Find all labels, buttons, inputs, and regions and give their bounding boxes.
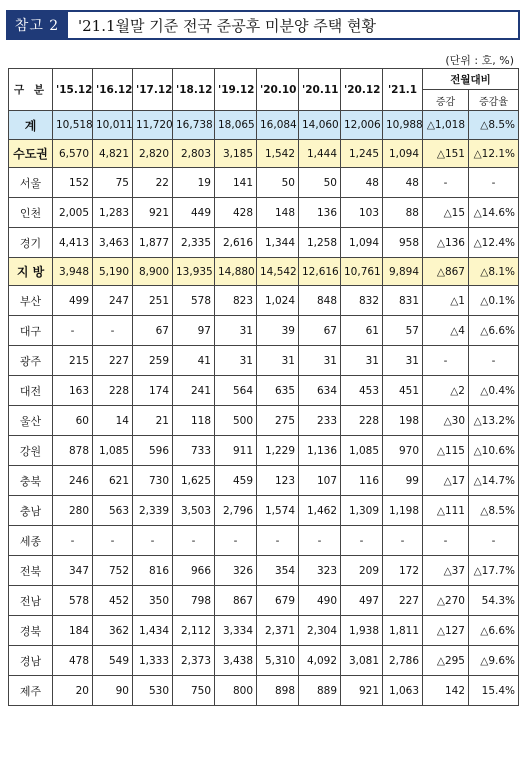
- table-cell: 16,738: [173, 111, 215, 140]
- table-cell: 3,438: [215, 646, 257, 676]
- table-cell: 50: [257, 168, 299, 198]
- row-label: 부산: [9, 286, 53, 316]
- table-cell: 8,900: [133, 258, 173, 286]
- table-cell: 3,503: [173, 496, 215, 526]
- table-cell: 1,542: [257, 140, 299, 168]
- table-cell: 452: [93, 586, 133, 616]
- table-cell: 10,518: [53, 111, 93, 140]
- year-header: '19.12: [215, 69, 257, 111]
- row-label: 충북: [9, 466, 53, 496]
- table-cell: △115: [423, 436, 469, 466]
- table-cell: 578: [53, 586, 93, 616]
- unit-note: (단위 : 호, %): [445, 54, 514, 67]
- row-label: 수도권: [9, 140, 53, 168]
- table-cell: 1,063: [383, 676, 423, 706]
- table-cell: 816: [133, 556, 173, 586]
- table-cell: 60: [53, 406, 93, 436]
- row-label: 광주: [9, 346, 53, 376]
- table-row: [9, 436, 519, 466]
- table-cell: △151: [423, 140, 469, 168]
- table-cell: 921: [133, 198, 173, 228]
- table-cell: △6.6%: [469, 616, 519, 646]
- table-cell: 198: [383, 406, 423, 436]
- table-cell: -: [53, 526, 93, 556]
- table-cell: -: [341, 526, 383, 556]
- table-row: [9, 496, 519, 526]
- table-row: [9, 676, 519, 706]
- table-cell: 41: [173, 346, 215, 376]
- table-row: [9, 586, 519, 616]
- table-cell: 31: [383, 346, 423, 376]
- table-cell: 48: [383, 168, 423, 198]
- table-cell: 2,339: [133, 496, 173, 526]
- table-cell: 4,413: [53, 228, 93, 258]
- table-cell: 209: [341, 556, 383, 586]
- table-cell: 323: [299, 556, 341, 586]
- table-cell: 4,092: [299, 646, 341, 676]
- table-cell: 184: [53, 616, 93, 646]
- table-cell: 88: [383, 198, 423, 228]
- table-cell: 13,935: [173, 258, 215, 286]
- table-cell: 241: [173, 376, 215, 406]
- table-cell: 12,616: [299, 258, 341, 286]
- table-cell: 911: [215, 436, 257, 466]
- table-cell: 478: [53, 646, 93, 676]
- row-label: 전남: [9, 586, 53, 616]
- table-cell: △14.7%: [469, 466, 519, 496]
- table-cell: 246: [53, 466, 93, 496]
- table-cell: 326: [215, 556, 257, 586]
- table-cell: 247: [93, 286, 133, 316]
- row-label: 경남: [9, 646, 53, 676]
- table-cell: 350: [133, 586, 173, 616]
- table-cell: △30: [423, 406, 469, 436]
- table-cell: △37: [423, 556, 469, 586]
- table-row: [9, 140, 519, 168]
- table-cell: 730: [133, 466, 173, 496]
- table-cell: 449: [173, 198, 215, 228]
- table-cell: △6.6%: [469, 316, 519, 346]
- table-cell: 530: [133, 676, 173, 706]
- table-cell: 1,258: [299, 228, 341, 258]
- row-label: 전북: [9, 556, 53, 586]
- table-cell: △2: [423, 376, 469, 406]
- row-label: 대구: [9, 316, 53, 346]
- compare-header: 전월대비: [423, 69, 519, 90]
- table-cell: 57: [383, 316, 423, 346]
- table-cell: 31: [257, 346, 299, 376]
- table-cell: △13.2%: [469, 406, 519, 436]
- table-cell: 1,024: [257, 286, 299, 316]
- table-cell: 227: [93, 346, 133, 376]
- table-cell: 621: [93, 466, 133, 496]
- table-row: [9, 526, 519, 556]
- table-cell: 123: [257, 466, 299, 496]
- table-cell: 459: [215, 466, 257, 496]
- year-header: '16.12: [93, 69, 133, 111]
- change-header: 증감: [423, 90, 469, 111]
- year-header: '20.10: [257, 69, 299, 111]
- table-cell: 54.3%: [469, 586, 519, 616]
- table-cell: 22: [133, 168, 173, 198]
- row-label: 대전: [9, 376, 53, 406]
- table-cell: 798: [173, 586, 215, 616]
- table-cell: 10,988: [383, 111, 423, 140]
- table-cell: 500: [215, 406, 257, 436]
- table-cell: 5,190: [93, 258, 133, 286]
- section-header: [6, 10, 520, 40]
- table-cell: 878: [53, 436, 93, 466]
- table-cell: 347: [53, 556, 93, 586]
- table-cell: 362: [93, 616, 133, 646]
- table-cell: 103: [341, 198, 383, 228]
- table-cell: 67: [133, 316, 173, 346]
- table-cell: △9.6%: [469, 646, 519, 676]
- table-cell: △4: [423, 316, 469, 346]
- table-cell: △111: [423, 496, 469, 526]
- table-cell: 497: [341, 586, 383, 616]
- table-cell: 2,371: [257, 616, 299, 646]
- table-cell: △867: [423, 258, 469, 286]
- reference-label: 참고 2: [6, 10, 68, 40]
- table-cell: △136: [423, 228, 469, 258]
- table-cell: 3,081: [341, 646, 383, 676]
- year-header: '20.12: [341, 69, 383, 111]
- table-cell: 142: [423, 676, 469, 706]
- table-cell: 152: [53, 168, 93, 198]
- table-cell: 1,877: [133, 228, 173, 258]
- table-cell: 20: [53, 676, 93, 706]
- table-cell: 1,245: [341, 140, 383, 168]
- table-cell: 921: [341, 676, 383, 706]
- table-cell: 97: [173, 316, 215, 346]
- table-cell: 31: [215, 316, 257, 346]
- table-row: [9, 616, 519, 646]
- table-cell: △12.1%: [469, 140, 519, 168]
- table-cell: 1,136: [299, 436, 341, 466]
- table-cell: 800: [215, 676, 257, 706]
- table-cell: 1,444: [299, 140, 341, 168]
- table-cell: 3,463: [93, 228, 133, 258]
- row-label: 지 방: [9, 258, 53, 286]
- table-cell: 10,761: [341, 258, 383, 286]
- table-cell: 9,894: [383, 258, 423, 286]
- table-cell: 118: [173, 406, 215, 436]
- table-row: [9, 111, 519, 140]
- table-cell: 1,229: [257, 436, 299, 466]
- table-cell: △127: [423, 616, 469, 646]
- table-cell: 6,570: [53, 140, 93, 168]
- table-row: [9, 286, 519, 316]
- table-cell: -: [469, 526, 519, 556]
- table-cell: 18,065: [215, 111, 257, 140]
- table-cell: 2,820: [133, 140, 173, 168]
- table-cell: 679: [257, 586, 299, 616]
- table-cell: 1,434: [133, 616, 173, 646]
- table-cell: △270: [423, 586, 469, 616]
- table-cell: 99: [383, 466, 423, 496]
- table-cell: -: [423, 168, 469, 198]
- table-cell: 116: [341, 466, 383, 496]
- table-cell: △1: [423, 286, 469, 316]
- table-cell: 733: [173, 436, 215, 466]
- table-cell: 889: [299, 676, 341, 706]
- table-cell: 2,335: [173, 228, 215, 258]
- row-label: 강원: [9, 436, 53, 466]
- table-cell: 10,011: [93, 111, 133, 140]
- table-cell: 2,796: [215, 496, 257, 526]
- table-cell: △295: [423, 646, 469, 676]
- table-cell: 563: [93, 496, 133, 526]
- table-cell: 970: [383, 436, 423, 466]
- table-cell: 549: [93, 646, 133, 676]
- table-cell: -: [93, 526, 133, 556]
- table-cell: 14,880: [215, 258, 257, 286]
- table-cell: 3,185: [215, 140, 257, 168]
- unsold-housing-table: [8, 68, 519, 706]
- table-cell: 1,344: [257, 228, 299, 258]
- table-cell: 3,334: [215, 616, 257, 646]
- table-cell: △1,018: [423, 111, 469, 140]
- table-cell: △8.5%: [469, 496, 519, 526]
- table-cell: △10.6%: [469, 436, 519, 466]
- table-cell: 141: [215, 168, 257, 198]
- table-cell: 2,786: [383, 646, 423, 676]
- table-cell: 750: [173, 676, 215, 706]
- table-cell: 14,060: [299, 111, 341, 140]
- table-row: [9, 646, 519, 676]
- table-cell: 1,309: [341, 496, 383, 526]
- table-cell: 14,542: [257, 258, 299, 286]
- table-cell: 107: [299, 466, 341, 496]
- table-cell: 634: [299, 376, 341, 406]
- table-cell: 31: [299, 346, 341, 376]
- table-cell: △8.1%: [469, 258, 519, 286]
- table-cell: 228: [93, 376, 133, 406]
- table-cell: 832: [341, 286, 383, 316]
- table-cell: 831: [383, 286, 423, 316]
- table-row: [9, 258, 519, 286]
- row-label: 계: [9, 111, 53, 140]
- table-cell: △15: [423, 198, 469, 228]
- table-cell: 966: [173, 556, 215, 586]
- table-cell: 136: [299, 198, 341, 228]
- row-label: 세종: [9, 526, 53, 556]
- table-cell: 2,005: [53, 198, 93, 228]
- table-cell: 3,948: [53, 258, 93, 286]
- table-cell: 823: [215, 286, 257, 316]
- table-cell: 50: [299, 168, 341, 198]
- table-cell: 75: [93, 168, 133, 198]
- table-cell: 48: [341, 168, 383, 198]
- table-cell: 5,310: [257, 646, 299, 676]
- table-cell: 233: [299, 406, 341, 436]
- table-cell: △17.7%: [469, 556, 519, 586]
- table-cell: 1,085: [341, 436, 383, 466]
- table-cell: 14: [93, 406, 133, 436]
- table-cell: 1,085: [93, 436, 133, 466]
- row-label: 경북: [9, 616, 53, 646]
- table-cell: 867: [215, 586, 257, 616]
- table-cell: 215: [53, 346, 93, 376]
- table-cell: 428: [215, 198, 257, 228]
- table-cell: 31: [215, 346, 257, 376]
- table-cell: 1,094: [341, 228, 383, 258]
- table-cell: 227: [383, 586, 423, 616]
- table-cell: 578: [173, 286, 215, 316]
- row-label: 제주: [9, 676, 53, 706]
- table-cell: 958: [383, 228, 423, 258]
- row-label: 경기: [9, 228, 53, 258]
- table-cell: -: [215, 526, 257, 556]
- table-row: [9, 466, 519, 496]
- table-body: [9, 111, 519, 706]
- table-cell: 280: [53, 496, 93, 526]
- table-row: [9, 376, 519, 406]
- table-cell: 39: [257, 316, 299, 346]
- table-cell: -: [257, 526, 299, 556]
- table-cell: 21: [133, 406, 173, 436]
- table-cell: △0.4%: [469, 376, 519, 406]
- table-cell: 2,373: [173, 646, 215, 676]
- table-cell: 2,803: [173, 140, 215, 168]
- table-cell: 1,094: [383, 140, 423, 168]
- year-header: '15.12: [53, 69, 93, 111]
- table-cell: 172: [383, 556, 423, 586]
- table-cell: -: [133, 526, 173, 556]
- table-cell: 259: [133, 346, 173, 376]
- year-header: '17.12: [133, 69, 173, 111]
- table-row: [9, 346, 519, 376]
- table-cell: -: [93, 316, 133, 346]
- table-cell: 15.4%: [469, 676, 519, 706]
- table-cell: 251: [133, 286, 173, 316]
- table-cell: 16,084: [257, 111, 299, 140]
- table-cell: 2,304: [299, 616, 341, 646]
- table-cell: 90: [93, 676, 133, 706]
- row-label: 인천: [9, 198, 53, 228]
- row-label: 충남: [9, 496, 53, 526]
- table-cell: -: [423, 526, 469, 556]
- row-label: 서울: [9, 168, 53, 198]
- year-header: '20.11: [299, 69, 341, 111]
- table-cell: 31: [341, 346, 383, 376]
- page-title: '21.1월말 기준 전국 준공후 미분양 주택 현황: [68, 10, 520, 40]
- table-cell: 848: [299, 286, 341, 316]
- table-cell: 275: [257, 406, 299, 436]
- table-cell: -: [423, 346, 469, 376]
- table-cell: 635: [257, 376, 299, 406]
- table-cell: 1,938: [341, 616, 383, 646]
- table-cell: -: [469, 346, 519, 376]
- table-cell: 490: [299, 586, 341, 616]
- table-cell: 2,616: [215, 228, 257, 258]
- table-cell: 564: [215, 376, 257, 406]
- table-cell: -: [383, 526, 423, 556]
- table-cell: 11,720: [133, 111, 173, 140]
- table-cell: 228: [341, 406, 383, 436]
- table-cell: 67: [299, 316, 341, 346]
- table-cell: 2,112: [173, 616, 215, 646]
- table-cell: 1,283: [93, 198, 133, 228]
- table-row: [9, 556, 519, 586]
- table-cell: 499: [53, 286, 93, 316]
- table-cell: 752: [93, 556, 133, 586]
- table-cell: △14.6%: [469, 198, 519, 228]
- table-cell: -: [173, 526, 215, 556]
- table-cell: -: [53, 316, 93, 346]
- table-row: [9, 406, 519, 436]
- header-row: [9, 69, 519, 90]
- table-cell: 898: [257, 676, 299, 706]
- table-cell: 451: [383, 376, 423, 406]
- table-cell: 1,333: [133, 646, 173, 676]
- table-cell: 1,462: [299, 496, 341, 526]
- year-header: '18.12: [173, 69, 215, 111]
- table-cell: 174: [133, 376, 173, 406]
- table-row: [9, 228, 519, 258]
- table-cell: 1,198: [383, 496, 423, 526]
- table-row: [9, 198, 519, 228]
- table-cell: 453: [341, 376, 383, 406]
- change-rate-header: 증감율: [469, 90, 519, 111]
- table-cell: △17: [423, 466, 469, 496]
- table-row: [9, 168, 519, 198]
- table-row: [9, 316, 519, 346]
- table-cell: △8.5%: [469, 111, 519, 140]
- table-cell: 12,006: [341, 111, 383, 140]
- table-cell: 596: [133, 436, 173, 466]
- year-header: '21.1: [383, 69, 423, 111]
- table-cell: 163: [53, 376, 93, 406]
- table-cell: 1,811: [383, 616, 423, 646]
- table-cell: 1,625: [173, 466, 215, 496]
- table-cell: 1,574: [257, 496, 299, 526]
- table-cell: 354: [257, 556, 299, 586]
- table-cell: 19: [173, 168, 215, 198]
- row-label: 울산: [9, 406, 53, 436]
- table-cell: △0.1%: [469, 286, 519, 316]
- table-cell: 61: [341, 316, 383, 346]
- table-cell: △12.4%: [469, 228, 519, 258]
- table-cell: -: [469, 168, 519, 198]
- table-cell: 4,821: [93, 140, 133, 168]
- table-cell: -: [299, 526, 341, 556]
- table-cell: 148: [257, 198, 299, 228]
- gubun-header: 구 분: [9, 69, 53, 111]
